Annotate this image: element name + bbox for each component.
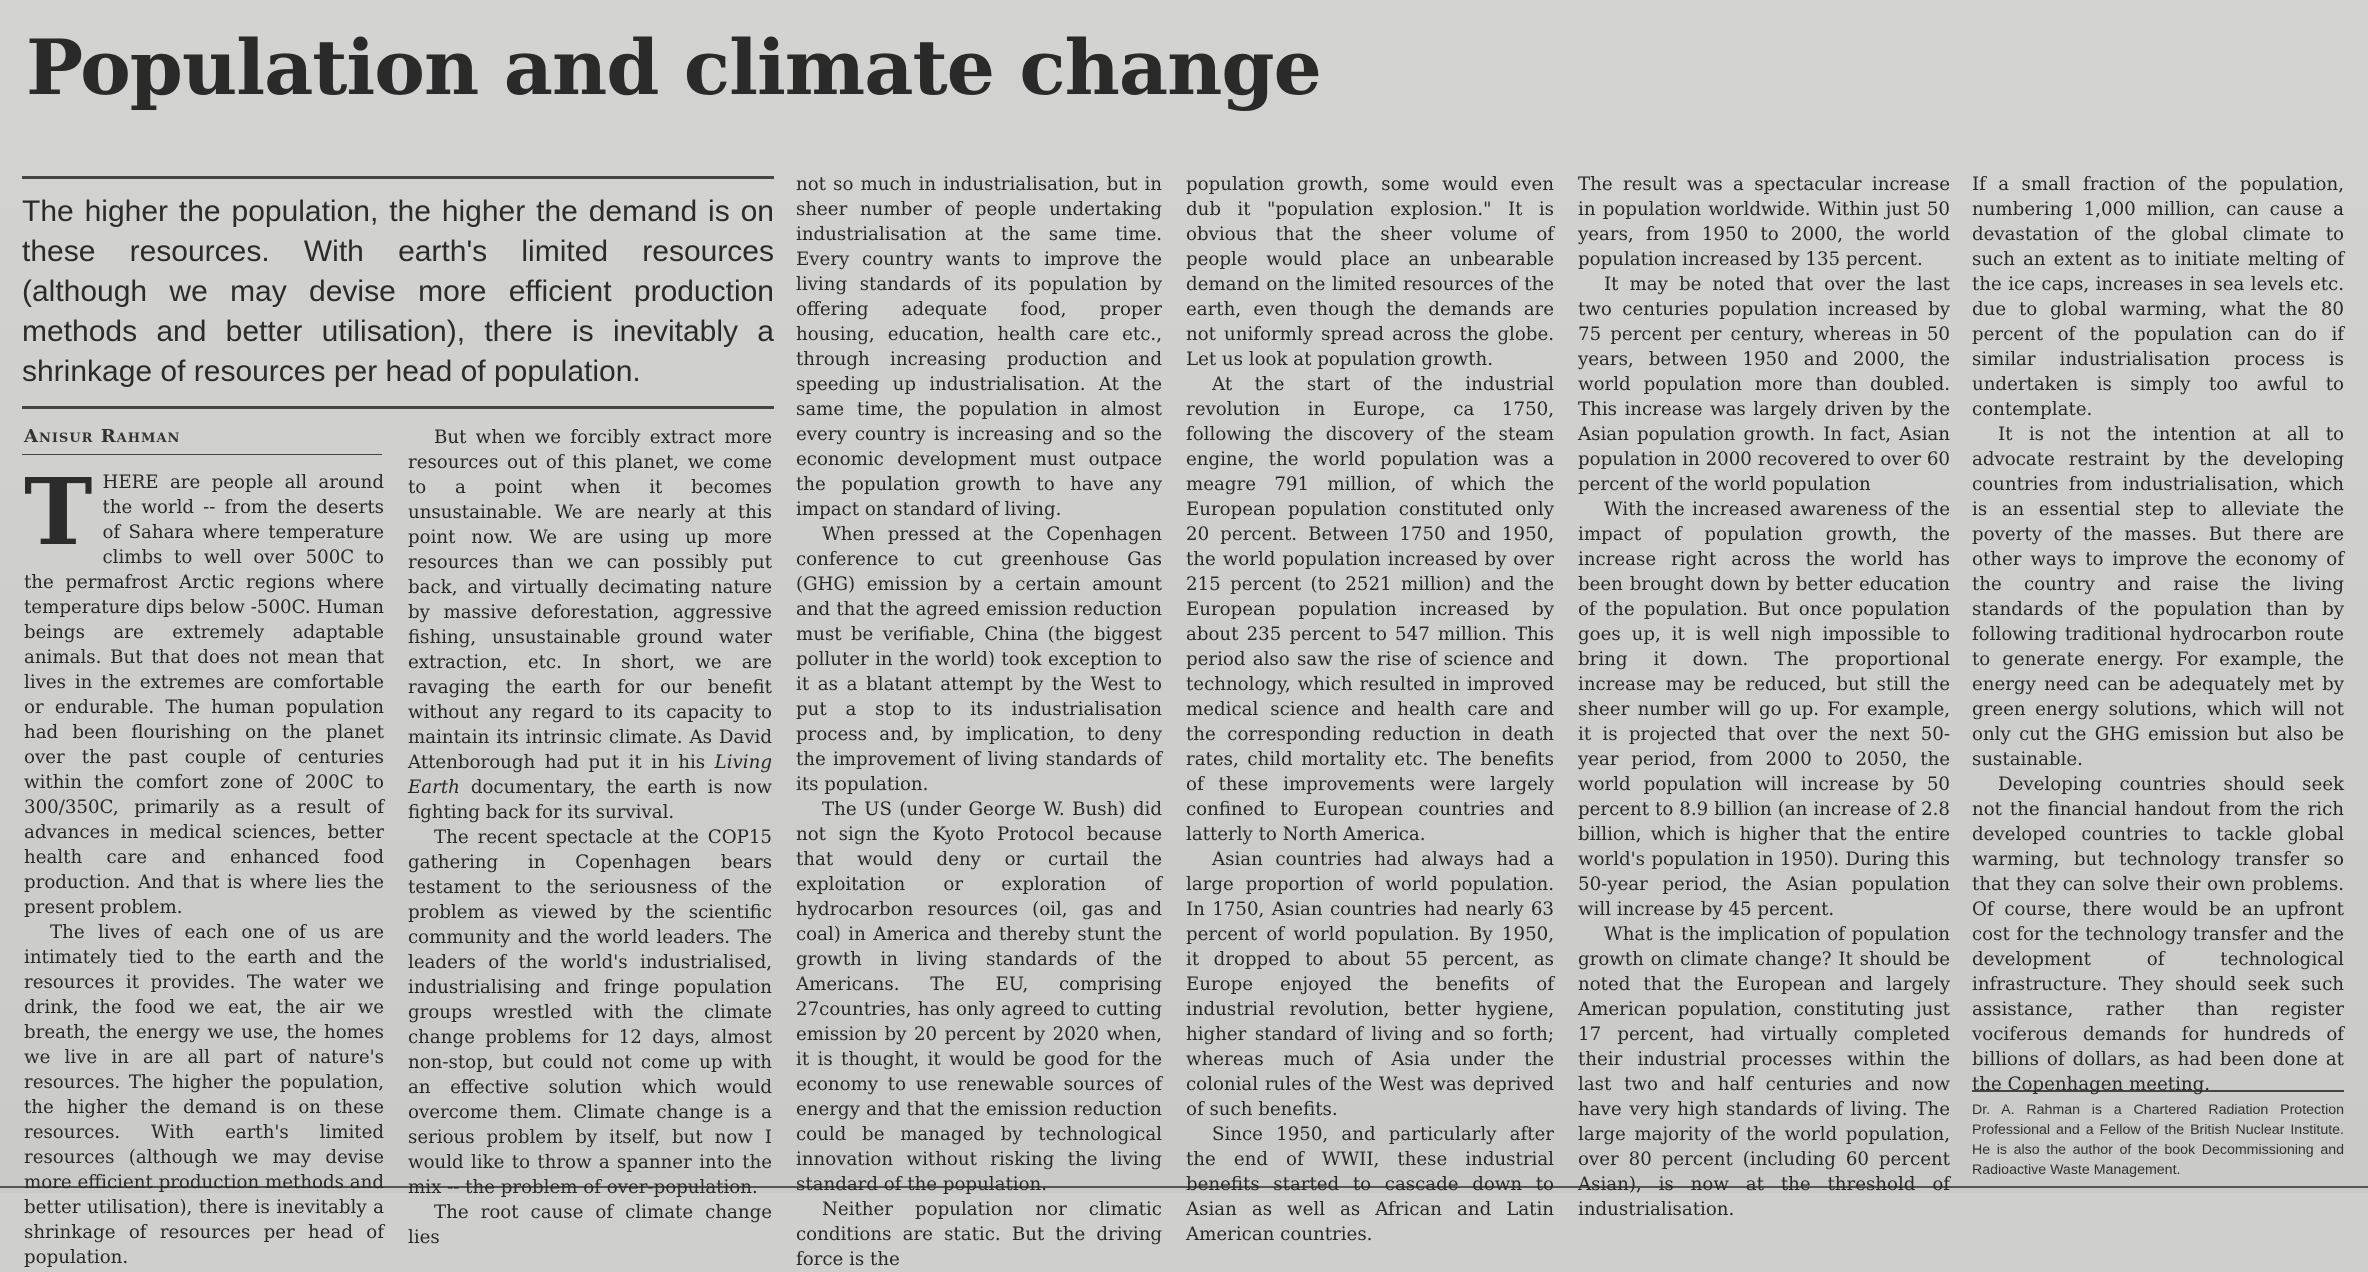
headline: Population and climate change [26, 23, 1321, 112]
article-paragraph: not so much in industrialisation, but in sheer number of people undertaking industrialisation at the same time. Every country wants to improve the living standards of its population by offering adequate food, proper housing, education, health care etc., through increasing production and speeding up industrialisation. At the same time, the population in almost every country is increasing and so the economic development must outpace the population growth to have any impact on standard of living. [796, 174, 1162, 520]
article-paragraph: The lives of each one of us are intimately tied to the earth and the resources it provides. The water we drink, the food we eat, the air we breath, the energy we use, the homes we live in are all part of nature's resources. The higher the population, the higher the demand is on these resources. With earth's limited resources (although we may devise more efficient production methods and better utilisation), there is inevitably a shrinkage of resources per head of population. [24, 922, 384, 1268]
article-paragraph: The root cause of climate change lies [408, 1202, 772, 1248]
article-paragraph: With the increased awareness of the impact of population growth, the increase right across the world has been brought down by better education of the population. But once population goes up, it is well nigh impossible to bring it down. The proportional increase may be reduced, but still the sheer number will go up. For example, it is projected that over the next 50-year period, from 2000 to 2050, the world population will increase by 50 percent to 8.9 billion (an increase of 2.8 billion, which is higher that the entire world's population in 1950). During this 50-year period, the Asian population will increase by 45 percent. [1578, 499, 1950, 920]
article-paragraph: It is not the intention at all to advocate restraint by the developing countries from industrialisation, which is an essential step to alleviate the poverty of the masses. But there are other ways to improve the economy of the country and raise the living standards of the population than by following traditional hydrocarbon route to generate energy. For example, the energy need can be adequately met by green energy solutions, which will not only cut the GHG emission but also be sustainable. [1972, 424, 2344, 770]
standfirst-top-rule [22, 176, 774, 179]
article-column-5 [1578, 172, 1950, 1222]
article-paragraph: What is the implication of population growth on climate change? It should be noted that the European and largely American population, constituting just 17 percent, had virtually completed their industrial processes within the last two and half centuries and now have very high standards of living. The large majority of the world population, over 80 percent (including 60 percent Asian), is now at the threshold of industrialisation. [1578, 924, 1950, 1220]
standfirst-bottom-rule [22, 406, 774, 409]
article-paragraph: If a small fraction of the population, numbering 1,000 million, can cause a devastation of the global climate to such an extent as to initiate melting of the ice caps, increases in sea levels etc. due to global warming, what the 80 percent of the population can do if similar industrialisation process is undertaken is simply too awful to contemplate. [1972, 174, 2344, 420]
author-footnote: Dr. A. Rahman is a Chartered Radiation Protection Professional and a Fellow of the British Nuclear Institute. He is also the author of the book Decommissioning and Radioactive Waste Management. [1972, 1102, 2344, 1178]
standfirst: The higher the population, the higher the demand is on these resources. With earth's limited resources (although we may devise more efficient production methods and better utilisation), there is inevitably a shrinkage of resources per head of population. [22, 195, 774, 388]
article-paragraph: When pressed at the Copenhagen conference to cut greenhouse Gas (GHG) emission by a certain amount and that the agreed emission reduction must be verifiable, China (the biggest polluter in the world) took exception to it as a blatant attempt by the West to put a stop to its industrialisation process and, by implication, to deny the improvement of living standards of its population. [796, 524, 1162, 795]
article-paragraph: The result was a spectacular increase in population worldwide. Within just 50 years, from 1950 to 2000, the world population increased by 135 percent. [1578, 174, 1950, 270]
article-column-1 [24, 458, 384, 1270]
book-title: Living Earth [408, 752, 772, 798]
byline-rule [22, 454, 382, 455]
article-paragraph: Developing countries should seek not the financial handout from the rich developed countries to tackle global warming, but technology transfer so that they can solve their own problems. Of course, there would be an upfront cost for the technology transfer and the development of technological infrastructure. They should seek such assistance, rather than register vociferous demands for hundreds of billions of dollars, as had been done at the Copenhagen meeting. [1972, 774, 2344, 1095]
article-paragraph: The recent spectacle at the COP15 gathering in Copenhagen bears testament to the seriousness of the problem as viewed by the scientific community and the world leaders. The leaders of the world's industrialised, industrialising and fringe population groups wrestled with the climate change problems for 12 days, almost non-stop, but could not come up with an effective solution which would overcome them. Climate change is a serious problem by itself, but now I would like to throw a spanner into the mix -- the problem of over-population. [408, 827, 772, 1198]
article-column-2 [408, 425, 772, 1250]
article-column-3 [796, 172, 1162, 1272]
article-paragraph: But when we forcibly extract more resources out of this planet, we come to a point when it becomes unsustainable. We are nearly at this point now. We are using up more resources than we can possibly put back, and virtually decimating nature by massive deforestation, aggressive fishing, unsustainable ground water extraction, etc. In short, we are ravaging the earth for our benefit without any regard to its capacity to maintain its intrinsic climate. As David Attenborough had put it in his Living Earth documentary, the earth is now fighting back for its survival. [408, 427, 772, 823]
article-paragraph: The US (under George W. Bush) did not sign the Kyoto Protocol because that would deny or curtail the exploitation or exploration of hydrocarbon resources (oil, gas and coal) in America and thereby stunt the growth in living standards of the Americans. The EU, comprising 27countries, has only agreed to cutting emission by 20 percent by 2020 when, it is thought, it would be good for the economy to use renewable sources of energy and that the emission reduction could be managed by technological innovation without risking the living standard of the population. [796, 799, 1162, 1195]
article-paragraph: population growth, some would even dub it "population explosion." It is obvious that the sheer volume of people would place an unbearable demand on the limited resources of the earth, even though the demands are not uniformly spread across the globe. Let us look at population growth. [1186, 174, 1554, 370]
article-paragraph: Neither population nor climatic conditions are static. But the driving force is the [796, 1199, 1162, 1270]
article-paragraph: At the start of the industrial revolution in Europe, ca 1750, following the discovery of the steam engine, the world population was a meagre 791 million, of which the European population constituted only 20 percent. Between 1750 and 1950, the world population increased by over 215 percent (to 2521 million) and the European population increased by about 235 percent to 547 million. This period also saw the rise of science and technology, which resulted in improved medical science and health care and the corresponding reduction in death rates, child mortality etc. The benefits of these improvements were largely confined to European countries and latterly to North America. [1186, 374, 1554, 845]
article-paragraph: Asian countries had always had a large proportion of world population. In 1750, Asian countries had nearly 63 percent of world population. By 1950, it dropped to about 55 percent, as Europe enjoyed the benefits of industrial revolution, better hygiene, higher standard of living and so forth; whereas much of Asia under the colonial rules of the West was deprived of such benefits. [1186, 849, 1554, 1120]
article-column-6 [1972, 172, 2344, 1097]
byline: Anisur Rahman [24, 426, 181, 447]
article-paragraph: Since 1950, and particularly after the end of WWII, these industrial benefits started to cascade down to Asian as well as African and Latin American countries. [1186, 1124, 1554, 1245]
drop-cap: T [24, 458, 93, 566]
article-column-4 [1186, 172, 1554, 1247]
article-paragraph: THERE are people all around the world -- from the deserts of Sahara where temperature climbs to well over 500C to the permafrost Arctic regions where temperature dips below -500C. Human beings are extremely adaptable animals. But that does not mean that lives in the extremes are comfortable or endurable. The human population had been flourishing on the planet over the past couple of centuries within the comfort zone of 200C to 300/350C, primarily as a result of advances in medical sciences, better health care and enhanced food production. And that is where lies the present problem. [24, 458, 384, 918]
article-paragraph: It may be noted that over the last two centuries population increased by 75 percent per century, whereas in 50 years, between 1950 and 2000, the world population more than doubled. This increase was largely driven by the Asian population growth. In fact, Asian population in 2000 recovered to over 60 percent of the world population [1578, 274, 1950, 495]
